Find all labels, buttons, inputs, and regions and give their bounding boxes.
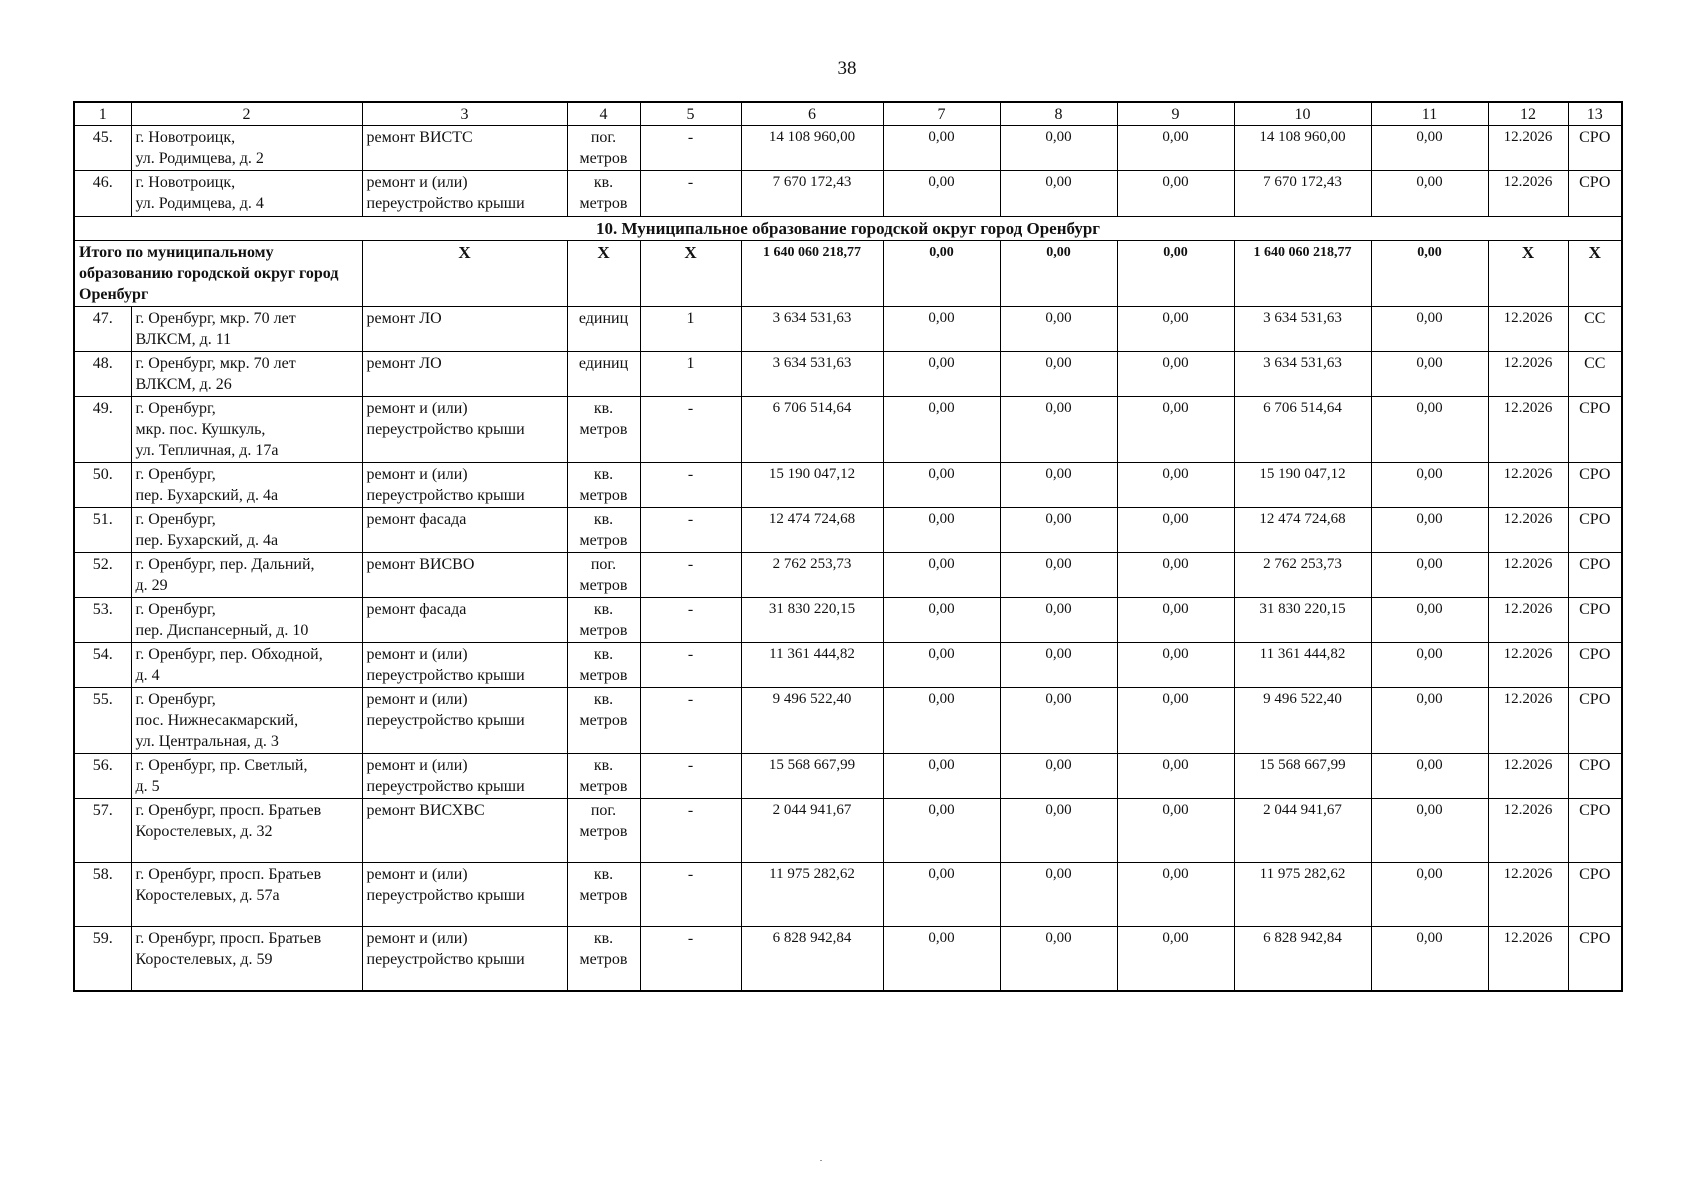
capital-repair-table [73,101,1623,992]
local-budget-cell: 0,00 [1117,688,1234,754]
table-row [74,126,1622,171]
total-cell: 0,00 [1371,241,1488,307]
method-cell: СРО [1568,171,1622,217]
other-funds-cell: 0,00 [1371,927,1488,991]
method-cell: СРО [1568,754,1622,799]
regional-budget-cell: 0,00 [1000,463,1117,508]
row-index: 48. [74,352,131,397]
address-cell: г. Новотроицк, ул. Родимцева, д. 4 [131,171,362,217]
total-cell: 0,00 [1117,241,1234,307]
method-cell: СРО [1568,553,1622,598]
method-cell: СРО [1568,508,1622,553]
quantity-cell: - [640,553,741,598]
other-funds-cell: 0,00 [1371,863,1488,927]
unit-cell: пог. метров [567,799,640,863]
address-cell: г. Оренбург, пр. Светлый, д. 5 [131,754,362,799]
work-type-cell: ремонт и (или) переустройство крыши [362,397,567,463]
unit-cell: кв. метров [567,598,640,643]
total-cost-cell: 11 975 282,62 [741,863,883,927]
local-budget-cell: 0,00 [1117,553,1234,598]
unit-cell: пог. метров [567,553,640,598]
deadline-cell: 12.2026 [1488,397,1568,463]
table-row [74,352,1622,397]
work-type-cell: ремонт и (или) переустройство крыши [362,688,567,754]
table-row [74,799,1622,863]
table-row [74,553,1622,598]
column-number: 7 [883,102,1000,126]
deadline-cell: 12.2026 [1488,352,1568,397]
address-cell: г. Оренбург, просп. Братьев Коростелевых, д. 59 [131,927,362,991]
other-funds-cell: 0,00 [1371,643,1488,688]
total-cost-cell: 11 361 444,82 [741,643,883,688]
unit-cell: кв. метров [567,688,640,754]
owners-funds-cell: 15 190 047,12 [1234,463,1371,508]
fund-cell: 0,00 [883,799,1000,863]
deadline-cell: 12.2026 [1488,754,1568,799]
regional-budget-cell: 0,00 [1000,171,1117,217]
local-budget-cell: 0,00 [1117,171,1234,217]
regional-budget-cell: 0,00 [1000,126,1117,171]
fund-cell: 0,00 [883,598,1000,643]
work-type-cell: ремонт и (или) переустройство крыши [362,754,567,799]
work-type-cell: ремонт ЛО [362,307,567,352]
owners-funds-cell: 11 361 444,82 [1234,643,1371,688]
deadline-cell: 12.2026 [1488,799,1568,863]
column-number: 5 [640,102,741,126]
unit-cell: единиц [567,352,640,397]
other-funds-cell: 0,00 [1371,171,1488,217]
owners-funds-cell: 15 568 667,99 [1234,754,1371,799]
regional-budget-cell: 0,00 [1000,352,1117,397]
total-cost-cell: 15 568 667,99 [741,754,883,799]
address-cell: г. Оренбург, мкр. 70 лет ВЛКСМ, д. 26 [131,352,362,397]
address-cell: г. Оренбург, пос. Нижнесакмарский, ул. Центральная, д. 3 [131,688,362,754]
local-budget-cell: 0,00 [1117,352,1234,397]
deadline-cell: 12.2026 [1488,863,1568,927]
work-type-cell: ремонт фасада [362,598,567,643]
owners-funds-cell: 7 670 172,43 [1234,171,1371,217]
work-type-cell: ремонт ВИСХВС [362,799,567,863]
total-cell: Х [1488,241,1568,307]
quantity-cell: 1 [640,352,741,397]
quantity-cell: - [640,863,741,927]
total-cost-cell: 12 474 724,68 [741,508,883,553]
method-cell: СРО [1568,863,1622,927]
other-funds-cell: 0,00 [1371,688,1488,754]
other-funds-cell: 0,00 [1371,598,1488,643]
method-cell: СС [1568,307,1622,352]
other-funds-cell: 0,00 [1371,754,1488,799]
method-cell: СРО [1568,463,1622,508]
fund-cell: 0,00 [883,927,1000,991]
local-budget-cell: 0,00 [1117,799,1234,863]
address-cell: г. Оренбург, пер. Диспансерный, д. 10 [131,598,362,643]
section-title: 10. Муниципальное образование городской округ город Оренбург [74,217,1622,241]
local-budget-cell: 0,00 [1117,126,1234,171]
deadline-cell: 12.2026 [1488,307,1568,352]
regional-budget-cell: 0,00 [1000,863,1117,927]
fund-cell: 0,00 [883,643,1000,688]
table-row [74,171,1622,217]
column-number: 10 [1234,102,1371,126]
column-number: 12 [1488,102,1568,126]
total-cell: 1 640 060 218,77 [1234,241,1371,307]
row-index: 59. [74,927,131,991]
owners-funds-cell: 11 975 282,62 [1234,863,1371,927]
owners-funds-cell: 2 044 941,67 [1234,799,1371,863]
unit-cell: кв. метров [567,643,640,688]
method-cell: СРО [1568,643,1622,688]
total-cost-cell: 31 830 220,15 [741,598,883,643]
address-cell: г. Оренбург, пер. Обходной, д. 4 [131,643,362,688]
table-row [74,643,1622,688]
unit-cell: кв. метров [567,863,640,927]
owners-funds-cell: 3 634 531,63 [1234,352,1371,397]
fund-cell: 0,00 [883,307,1000,352]
total-cell: Х [640,241,741,307]
unit-cell: кв. метров [567,171,640,217]
quantity-cell: 1 [640,307,741,352]
address-cell: г. Оренбург, просп. Братьев Коростелевых, д. 57а [131,863,362,927]
total-cell: 0,00 [1000,241,1117,307]
table-row [74,598,1622,643]
row-index: 51. [74,508,131,553]
regional-budget-cell: 0,00 [1000,508,1117,553]
work-type-cell: ремонт и (или) переустройство крыши [362,927,567,991]
owners-funds-cell: 3 634 531,63 [1234,307,1371,352]
total-cell: 1 640 060 218,77 [741,241,883,307]
other-funds-cell: 0,00 [1371,553,1488,598]
row-index: 57. [74,799,131,863]
row-index: 52. [74,553,131,598]
local-budget-cell: 0,00 [1117,463,1234,508]
method-cell: СРО [1568,126,1622,171]
owners-funds-cell: 6 706 514,64 [1234,397,1371,463]
other-funds-cell: 0,00 [1371,352,1488,397]
column-number: 3 [362,102,567,126]
address-cell: г. Оренбург, пер. Бухарский, д. 4а [131,463,362,508]
deadline-cell: 12.2026 [1488,688,1568,754]
local-budget-cell: 0,00 [1117,754,1234,799]
work-type-cell: ремонт ЛО [362,352,567,397]
deadline-cell: 12.2026 [1488,126,1568,171]
regional-budget-cell: 0,00 [1000,688,1117,754]
unit-cell: кв. метров [567,463,640,508]
quantity-cell: - [640,508,741,553]
column-number: 8 [1000,102,1117,126]
total-cell: Х [1568,241,1622,307]
unit-cell: кв. метров [567,754,640,799]
quantity-cell: - [640,397,741,463]
quantity-cell: - [640,799,741,863]
total-label: Итого по муниципальному образованию городской округ город Оренбург [74,241,362,307]
unit-cell: кв. метров [567,397,640,463]
page-number: 38 [837,58,857,79]
quantity-cell: - [640,643,741,688]
total-cost-cell: 7 670 172,43 [741,171,883,217]
owners-funds-cell: 14 108 960,00 [1234,126,1371,171]
fund-cell: 0,00 [883,754,1000,799]
row-index: 58. [74,863,131,927]
fund-cell: 0,00 [883,508,1000,553]
column-number: 11 [1371,102,1488,126]
deadline-cell: 12.2026 [1488,508,1568,553]
address-cell: г. Оренбург, просп. Братьев Коростелевых, д. 32 [131,799,362,863]
column-number: 13 [1568,102,1622,126]
regional-budget-cell: 0,00 [1000,598,1117,643]
fund-cell: 0,00 [883,863,1000,927]
fund-cell: 0,00 [883,397,1000,463]
regional-budget-cell: 0,00 [1000,799,1117,863]
deadline-cell: 12.2026 [1488,463,1568,508]
method-cell: СРО [1568,688,1622,754]
work-type-cell: ремонт ВИСТС [362,126,567,171]
regional-budget-cell: 0,00 [1000,307,1117,352]
total-cell: Х [567,241,640,307]
fund-cell: 0,00 [883,688,1000,754]
deadline-cell: 12.2026 [1488,553,1568,598]
other-funds-cell: 0,00 [1371,307,1488,352]
unit-cell: кв. метров [567,927,640,991]
other-funds-cell: 0,00 [1371,508,1488,553]
address-cell: г. Оренбург, мкр. 70 лет ВЛКСМ, д. 11 [131,307,362,352]
fund-cell: 0,00 [883,352,1000,397]
table-row [74,307,1622,352]
table-row [74,754,1622,799]
total-cost-cell: 3 634 531,63 [741,307,883,352]
address-cell: г. Оренбург, пер. Дальний, д. 29 [131,553,362,598]
total-cost-cell: 14 108 960,00 [741,126,883,171]
fund-cell: 0,00 [883,553,1000,598]
total-cell: 0,00 [883,241,1000,307]
row-index: 55. [74,688,131,754]
municipal-total-row [74,241,1622,307]
work-type-cell: ремонт и (или) переустройство крыши [362,171,567,217]
quantity-cell: - [640,754,741,799]
local-budget-cell: 0,00 [1117,643,1234,688]
local-budget-cell: 0,00 [1117,598,1234,643]
row-index: 47. [74,307,131,352]
owners-funds-cell: 9 496 522,40 [1234,688,1371,754]
column-number-row [74,102,1622,126]
row-index: 50. [74,463,131,508]
regional-budget-cell: 0,00 [1000,927,1117,991]
regional-budget-cell: 0,00 [1000,397,1117,463]
table-row [74,397,1622,463]
method-cell: СРО [1568,397,1622,463]
owners-funds-cell: 12 474 724,68 [1234,508,1371,553]
row-index: 45. [74,126,131,171]
local-budget-cell: 0,00 [1117,927,1234,991]
owners-funds-cell: 6 828 942,84 [1234,927,1371,991]
work-type-cell: ремонт и (или) переустройство крыши [362,863,567,927]
local-budget-cell: 0,00 [1117,508,1234,553]
total-cost-cell: 9 496 522,40 [741,688,883,754]
quantity-cell: - [640,688,741,754]
method-cell: СРО [1568,598,1622,643]
method-cell: СС [1568,352,1622,397]
row-index: 49. [74,397,131,463]
unit-cell: единиц [567,307,640,352]
method-cell: СРО [1568,927,1622,991]
column-number: 4 [567,102,640,126]
table-row [74,863,1622,927]
scan-speck [820,1160,822,1161]
column-number: 2 [131,102,362,126]
deadline-cell: 12.2026 [1488,643,1568,688]
owners-funds-cell: 2 762 253,73 [1234,553,1371,598]
address-cell: г. Оренбург, мкр. пос. Кушкуль, ул. Тепличная, д. 17а [131,397,362,463]
unit-cell: кв. метров [567,508,640,553]
quantity-cell: - [640,171,741,217]
row-index: 54. [74,643,131,688]
work-type-cell: ремонт ВИСВО [362,553,567,598]
regional-budget-cell: 0,00 [1000,754,1117,799]
fund-cell: 0,00 [883,463,1000,508]
unit-cell: пог. метров [567,126,640,171]
column-number: 6 [741,102,883,126]
regional-budget-cell: 0,00 [1000,643,1117,688]
section-title-row [74,217,1622,241]
address-cell: г. Оренбург, пер. Бухарский, д. 4а [131,508,362,553]
table-row [74,927,1622,991]
work-type-cell: ремонт фасада [362,508,567,553]
work-type-cell: ремонт и (или) переустройство крыши [362,463,567,508]
table-row [74,508,1622,553]
regional-budget-cell: 0,00 [1000,553,1117,598]
deadline-cell: 12.2026 [1488,598,1568,643]
quantity-cell: - [640,463,741,508]
column-number: 9 [1117,102,1234,126]
other-funds-cell: 0,00 [1371,126,1488,171]
quantity-cell: - [640,126,741,171]
total-cost-cell: 2 044 941,67 [741,799,883,863]
other-funds-cell: 0,00 [1371,463,1488,508]
local-budget-cell: 0,00 [1117,307,1234,352]
owners-funds-cell: 31 830 220,15 [1234,598,1371,643]
fund-cell: 0,00 [883,126,1000,171]
quantity-cell: - [640,927,741,991]
deadline-cell: 12.2026 [1488,927,1568,991]
method-cell: СРО [1568,799,1622,863]
table-row [74,463,1622,508]
other-funds-cell: 0,00 [1371,799,1488,863]
total-cost-cell: 2 762 253,73 [741,553,883,598]
row-index: 56. [74,754,131,799]
row-index: 53. [74,598,131,643]
other-funds-cell: 0,00 [1371,397,1488,463]
local-budget-cell: 0,00 [1117,397,1234,463]
total-cost-cell: 3 634 531,63 [741,352,883,397]
fund-cell: 0,00 [883,171,1000,217]
total-cost-cell: 6 706 514,64 [741,397,883,463]
local-budget-cell: 0,00 [1117,863,1234,927]
column-number: 1 [74,102,131,126]
total-cell: Х [362,241,567,307]
deadline-cell: 12.2026 [1488,171,1568,217]
work-type-cell: ремонт и (или) переустройство крыши [362,643,567,688]
quantity-cell: - [640,598,741,643]
table-row [74,688,1622,754]
row-index: 46. [74,171,131,217]
total-cost-cell: 6 828 942,84 [741,927,883,991]
total-cost-cell: 15 190 047,12 [741,463,883,508]
address-cell: г. Новотроицк, ул. Родимцева, д. 2 [131,126,362,171]
